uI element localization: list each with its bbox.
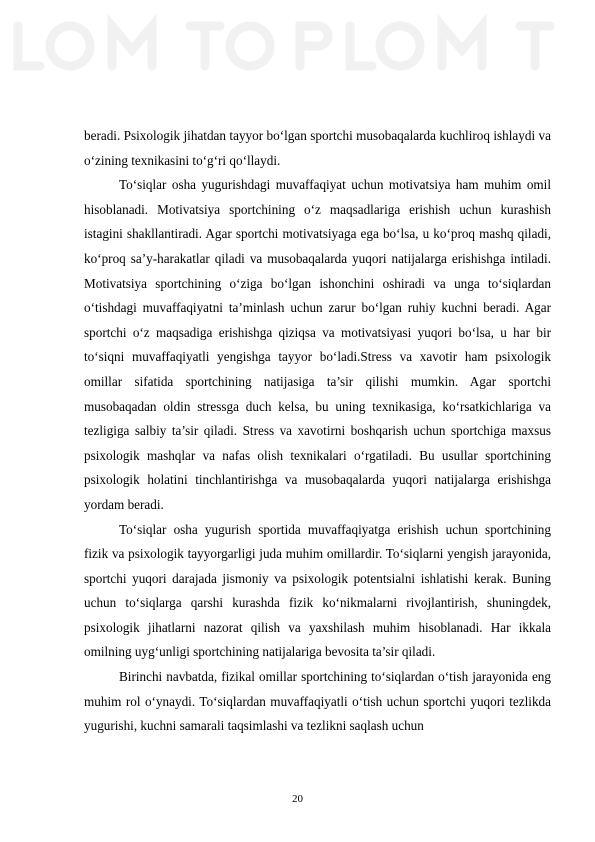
paragraph-continuation: beradi. Psixologik jihatdan tayyor bo‘lgan sportchi musobaqalarda kuchliroq ishlaydi va o‘zining texnikasini to‘g‘ri qo‘llaydi. [84, 128, 551, 168]
paragraph-physical-psychological: To‘siqlar osha yugurish sportida muvaffaqiyatga erishish uchun sportchining fizik va psixologik tayyorgarligi juda muhim omillardir. To‘siqlarni yengish jarayonida, sportchi yuqori darajada jismoniy va psixologik potentsialni ishlatishi kerak. Buning uchun to‘siqlarga qarshi kurashda fizik ko‘nikmalarni rivojlantirish, shuningdek, psixologik jihatlarni nazorat qilish va yaxshilash muhim hisoblanadi. Har ikkala omilning uyg‘unligi sportchining natijalariga bevosita ta’sir qiladi. [84, 521, 551, 660]
document-body [84, 124, 551, 739]
page-number: 20 [292, 793, 303, 805]
paragraph-physical-factors: Birinchi navbatda, fizikal omillar sportchining to‘siqlardan o‘tish jarayonida eng muhim rol o‘ynaydi. To‘siqlardan muvaffaqiyatli o‘tish uchun sportchi yuqori tezlikda yugurishi, kuchni samarali taqsimlashi va tezlikni saqlash uchun [84, 669, 551, 734]
paragraph-motivation: To‘siqlar osha yugurishdagi muvaffaqiyat uchun motivatsiya ham muhim omil hisoblanadi. Motivatsiya sportchining o‘z maqsadlariga erishish uchun kurashish istagini shakllantiradi. Agar sportchi motivatsiyaga ega bo‘lsa, u ko‘proq mashq qiladi, ko‘proq sa’y-harakatlar qiladi va musobaqalarda yuqori natijalarga erishishga intiladi. Motivatsiya sportchining o‘ziga bo‘lgan ishonchini oshiradi va unga to‘siqlardan o‘tishdagi muvaffaqiyatni ta’minlash uchun zarur bo‘lgan ruhiy kuchni beradi. Agar sportchi o‘z maqsadiga erishishga qiziqsa va motivatsiyasi yuqori bo‘lsa, u har bir to‘siqni muvaffaqiyatli yengishga tayyor bo‘ladi.Stress va xavotir ham psixologik omillar sifatida sportchining natijasiga ta’sir qilishi mumkin. Agar sportchi musobaqadan oldin stressga duch kelsa, bu uning texnikasiga, ko‘rsatkichlariga va tezligiga salbiy ta’sir qiladi. Stress va xavotirni boshqarish uchun sportchiga maxsus psixologik mashqlar va nafas olish texnikalari o‘rgatiladi. Bu usullar sportchining psixologik holatini tinchlantirishga va musobaqalarda yuqori natijalarga erishishga yordam beradi. [84, 177, 551, 512]
watermark-logo-strip [0, 6, 595, 86]
